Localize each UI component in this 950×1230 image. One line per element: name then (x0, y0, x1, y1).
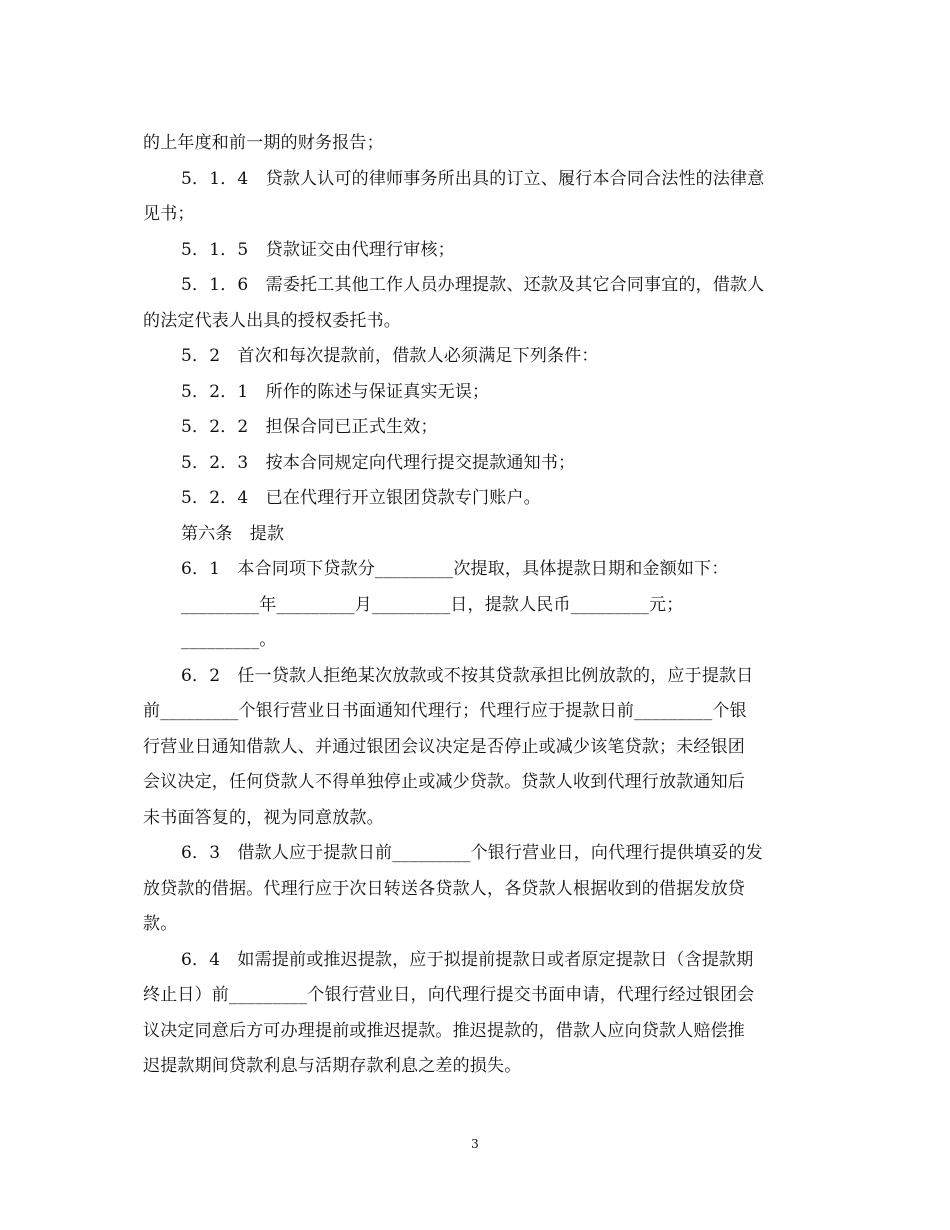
text-line: 放贷款的借据。代理行应于次日转送各贷款人，各贷款人根据收到的借据发放贷 (143, 878, 745, 899)
text-line: 前_________个银行营业日书面通知代理行；代理行应于提款日前_________个银 (143, 701, 747, 721)
document-body (143, 126, 815, 1085)
text-line: 的法定代表人出具的授权委托书。 (143, 310, 401, 331)
text-line: 6．4 如需提前或推迟提款，应于拟提前提款日或者原定提款日（含提款期 (181, 949, 754, 970)
text-line: 5．2．3 按本合同规定向代理行提交提款通知书； (181, 452, 576, 473)
text-line: 未书面答复的，视为同意放款。 (143, 807, 384, 828)
section-heading: 第六条 提款 (181, 523, 285, 544)
text-line: 5．2．2 担保合同已正式生效； (181, 417, 438, 437)
text-line: 议决定同意后方可办理提前或推迟提款。推迟提款的，借款人应向贷款人赔偿推 (143, 1020, 745, 1041)
text-line: 5．2．1 所作的陈述与保证真实无误； (181, 381, 490, 402)
text-line: 的上年度和前一期的财务报告； (143, 133, 384, 153)
text-line: 迟提款期间贷款利息与活期存款利息之差的损失。 (143, 1056, 522, 1076)
text-line: 5．1．4 贷款人认可的律师事务所出具的订立、履行本合同合法性的法律意 (181, 168, 765, 189)
text-line: _________年_________月_________日，提款人民币_________元； (181, 594, 684, 615)
text-line: 终止日）前_________个银行营业日，向代理行提交书面申请，代理行经过银团会 (143, 985, 755, 1005)
text-line: _________。 (181, 630, 277, 650)
text-line: 5．1．5 贷款证交由代理行审核； (181, 239, 455, 260)
text-line: 6．1 本合同项下贷款分_________次提取，具体提款日期和金额如下： (181, 559, 729, 579)
text-line: 5．2．4 已在代理行开立银团贷款专门账户。 (181, 488, 541, 508)
text-line: 5．1．6 需委托工其他工作人员办理提款、还款及其它合同事宜的，借款人 (181, 275, 765, 295)
text-line: 款。 (143, 914, 178, 934)
text-line: 6．3 借款人应于提款日前_________个银行营业日，向代理行提供填妥的发 (181, 843, 763, 863)
text-line: 行营业日通知借款人、并通过银团会议决定是否停止或减少该笔贷款；未经银团 (143, 736, 745, 757)
text-line: 6．2 任一贷款人拒绝某次放款或不按其贷款承担比例放款的，应于提款日 (181, 665, 754, 686)
text-line: 5．2 首次和每次提款前，借款人必须满足下列条件： (181, 346, 599, 366)
text-line: 会议决定，任何贷款人不得单独停止或减少贷款。贷款人收到代理行放款通知后 (143, 772, 745, 792)
page-number: 3 (471, 1137, 479, 1151)
text-line: 见书； (143, 204, 195, 224)
